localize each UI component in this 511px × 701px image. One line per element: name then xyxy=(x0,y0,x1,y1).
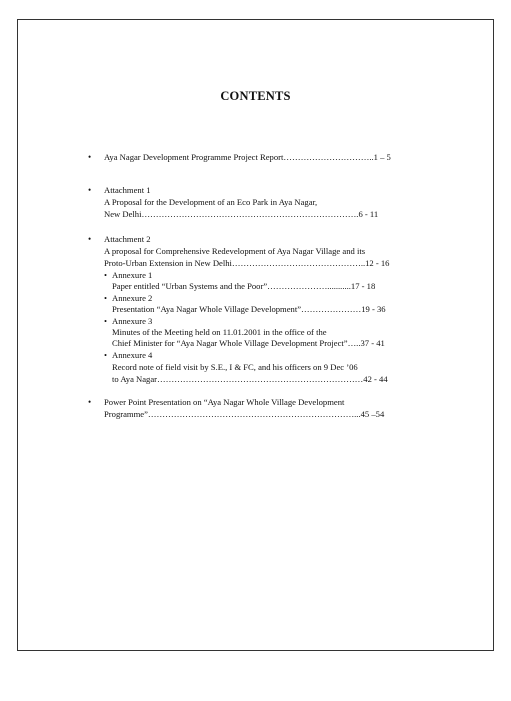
page-title: CONTENTS xyxy=(220,89,291,103)
annexure-2-entry: Presentation “Aya Nagar Whole Village Development”…………………19 - 36 xyxy=(112,304,386,314)
toc-entry-attachment-2-title: A proposal for Comprehensive Redevelopment of Aya Nagar Village and its xyxy=(104,246,366,256)
annexure-3-label: Annexure 3 xyxy=(112,316,153,326)
annexure-4-entry: Record note of field visit by S.E., I & FC, and his officers on 9 Dec ’06 xyxy=(112,362,358,372)
bullet-icon: • xyxy=(88,234,92,244)
toc-entry-project-report: Aya Nagar Development Programme Project Report…………………………..1 – 5 xyxy=(104,152,391,162)
bullet-icon: • xyxy=(88,185,92,195)
toc-entry-attachment-1-title-cont: New Delhi………………………………………………………………….6 - 11 xyxy=(104,209,379,219)
bullet-icon: • xyxy=(104,350,108,360)
bullet-icon: • xyxy=(88,397,92,407)
annexure-4-label: Annexure 4 xyxy=(112,350,153,360)
toc-entry-attachment-1-label: Attachment 1 xyxy=(104,185,151,195)
toc-entry-attachment-1-title: A Proposal for the Development of an Eco Park in Aya Nagar, xyxy=(104,197,318,207)
annexure-4-entry-cont: to Aya Nagar………………………………………………………………42 - 44 xyxy=(112,374,388,384)
bullet-icon: • xyxy=(104,293,108,303)
toc-entry-powerpoint: Power Point Presentation on “Aya Nagar Whole Village Development xyxy=(104,397,345,407)
bullet-icon: • xyxy=(104,270,108,280)
annexure-1-label: Annexure 1 xyxy=(112,270,153,280)
annexure-2-label: Annexure 2 xyxy=(112,293,153,303)
toc-entry-powerpoint-cont: Programme”………………………………………………………………...45 –54 xyxy=(104,409,385,419)
annexure-3-entry: Minutes of the Meeting held on 11.01.2001 in the office of the xyxy=(112,327,327,337)
bullet-icon: • xyxy=(88,152,92,162)
toc-entry-attachment-2-title-cont: Proto-Urban Extension in New Delhi………………………………………..12 - 16 xyxy=(104,258,390,268)
toc-entry-attachment-2-label: Attachment 2 xyxy=(104,234,151,244)
bullet-icon: • xyxy=(104,316,108,326)
annexure-3-entry-cont: Chief Minister for “Aya Nagar Whole Village Development Project”…..37 - 41 xyxy=(112,338,385,348)
annexure-1-entry: Paper entitled “Urban Systems and the Poor”…………………...........17 - 18 xyxy=(112,281,376,291)
